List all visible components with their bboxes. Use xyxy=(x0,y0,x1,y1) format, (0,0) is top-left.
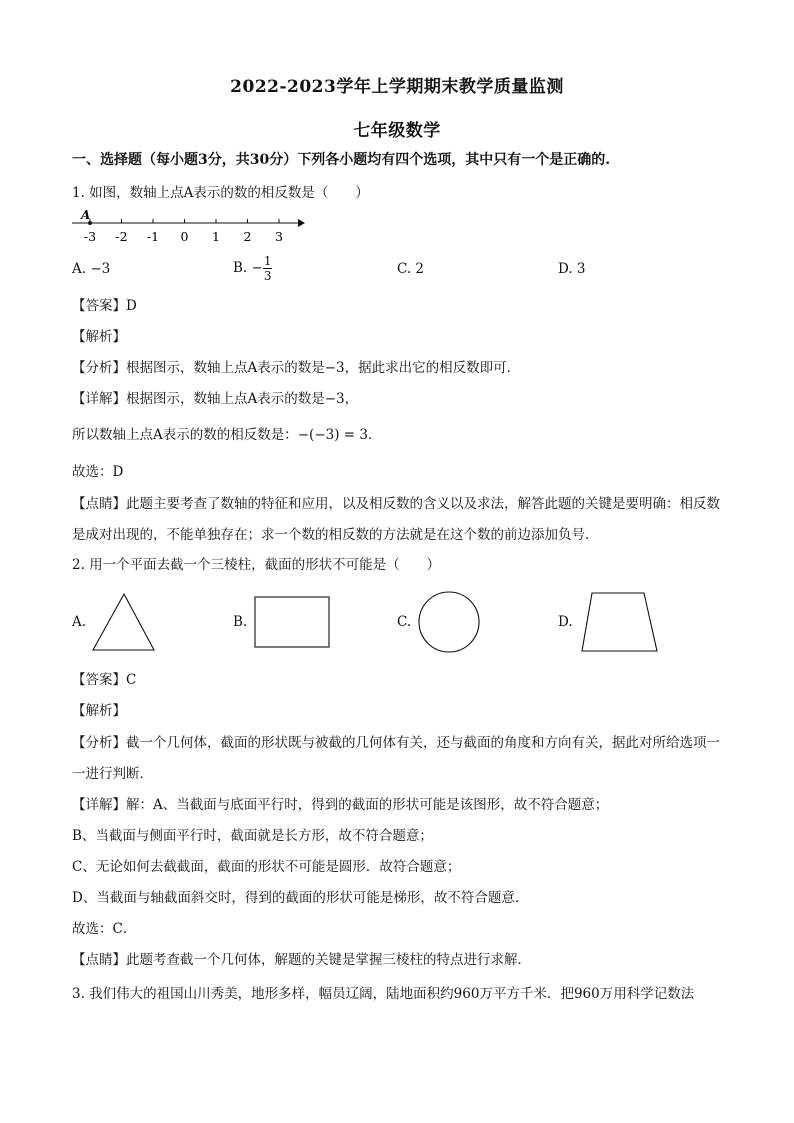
fraction-denominator: 3 xyxy=(263,269,272,283)
q1-detail-2: 所以数轴上点A表示的数的相反数是：−(−3) = 3． xyxy=(72,427,382,443)
q2-choice: 故选：C． xyxy=(72,921,137,937)
q1-option-b xyxy=(233,254,272,283)
trapezoid-icon xyxy=(578,590,662,654)
q2-label-c: C. xyxy=(397,614,412,630)
exam-subtitle: 七年级数学 xyxy=(353,121,441,141)
q3-stem: 3. 我们伟大的祖国山川秀美，地形多样，幅员辽阔，陆地面积约960万平方千米．把960万用科学记数法 xyxy=(72,986,695,1002)
q1-stem: 1. 如图，数轴上点A表示的数的相反数是（ ） xyxy=(72,185,369,201)
fraction-numerator: 1 xyxy=(263,254,272,268)
q1-answer: 【答案】D xyxy=(72,298,137,314)
q2-answer: 【答案】C xyxy=(72,672,137,688)
q2-label-b: B. xyxy=(233,614,248,630)
axis-tick-label: 3 xyxy=(275,229,283,244)
q1-option-c: C. 2 xyxy=(397,261,425,277)
q2-label-a: A. xyxy=(72,614,87,630)
axis-tick-label: -2 xyxy=(115,229,128,244)
q1-option-d: D. 3 xyxy=(558,261,586,277)
q1-detail: 【详解】根据图示，数轴上点A表示的数是−3， xyxy=(72,391,359,407)
q1-analysis: 【分析】根据图示，数轴上点A表示的数是−3，据此求出它的相反数即可． xyxy=(72,360,521,376)
triangle-icon xyxy=(90,590,158,654)
q1-option-a: A. −3 xyxy=(72,261,111,277)
q2-analysis-label: 【解析】 xyxy=(72,703,126,719)
q2-detail-3: C、无论如何去截截面，截面的形状不可能是圆形．故符合题意； xyxy=(72,859,461,875)
q2-detail-1: 【详解】解：A、当截面与底面平行时，得到的截面的形状可能是该图形，故不符合题意； xyxy=(72,797,609,813)
q1-analysis-label: 【解析】 xyxy=(72,329,126,345)
q2-analysis: 【分析】截一个几何体，截面的形状既与被截的几何体有关，还与截面的角度和方向有关，据此对所给选项一一进行判断． xyxy=(72,735,720,782)
q2-comment: 【点睛】此题考查截一个几何体，解题的关键是掌握三棱柱的特点进行求解． xyxy=(72,952,531,968)
axis-tick-label: -1 xyxy=(146,229,160,244)
axis-tick-label: 2 xyxy=(243,229,252,244)
q2-label-d: D. xyxy=(558,614,573,630)
q2-stem: 2. 用一个平面去截一个三棱柱，截面的形状不可能是（ ） xyxy=(72,557,441,573)
axis-tick-label: 1 xyxy=(212,229,220,244)
q1-option-b-fraction xyxy=(263,254,273,283)
point-a-label: A xyxy=(81,208,91,222)
circle-icon xyxy=(415,590,483,654)
q1-option-b-prefix: B. − xyxy=(233,260,263,276)
arrow-head-icon xyxy=(298,219,305,227)
q1-comment: 【点睛】此题主要考查了数轴的特征和应用，以及相反数的含义以及求法，解答此题的关键是要明确：相反数是成对出现的，不能单独存在；求一个数的相反数的方法就是在这个数的前边添加负号． xyxy=(72,496,720,543)
section-heading: 一、选择题（每小题3分，共30分）下列各小题均有四个选项，其中只有一个是正确的. xyxy=(72,152,611,168)
q2-detail-4: D、当截面与轴截面斜交时，得到的截面的形状可能是梯形，故不符合题意． xyxy=(72,890,529,906)
axis-tick-label: -3 xyxy=(83,229,97,244)
axis-tick-label: 0 xyxy=(180,229,189,244)
number-line-figure xyxy=(68,208,308,246)
q2-detail-2: B、当截面与侧面平行时，截面就是长方形，故不符合题意； xyxy=(72,828,433,844)
exam-title: 2022-2023学年上学期期末教学质量监测 xyxy=(230,77,564,97)
q1-choice: 故选：D xyxy=(72,464,124,480)
rectangle-icon xyxy=(253,595,331,649)
